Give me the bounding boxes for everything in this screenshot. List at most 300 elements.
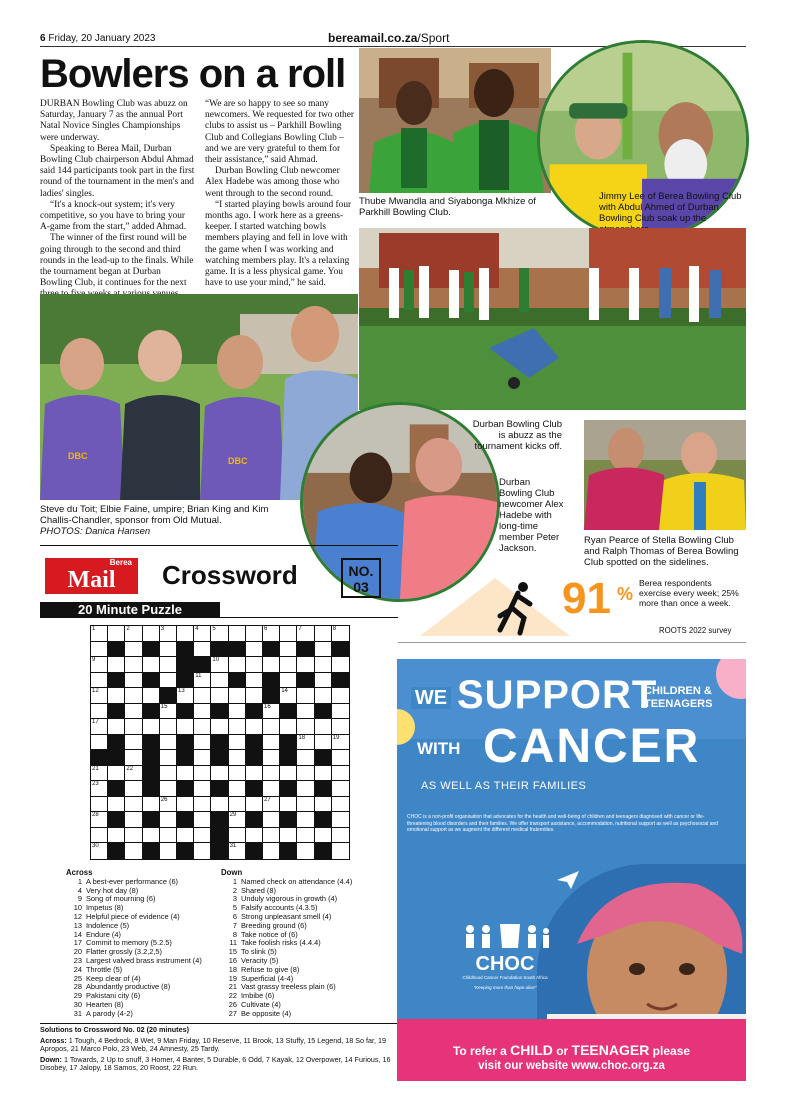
solutions-down: 1 Towards, 2 Up to snuff, 3 Homer, 4 Banter, 5 Durable, 6 Odd, 7 Kayak, 12 Overpower, 14 Furious, 16 Disobey, 17 Jalopy, 18 Samos, 20 Roost, 22 Run. xyxy=(40,1054,391,1073)
clue-num: 18 xyxy=(228,964,237,974)
crossword-cell[interactable] xyxy=(229,750,246,766)
crossword-cell[interactable] xyxy=(297,719,314,735)
clue-text: Imbibe (6) xyxy=(241,991,275,1001)
headline: Bowlers on a roll xyxy=(40,52,346,96)
shirt-logo-text: DBC xyxy=(68,451,88,461)
crossword-cell[interactable] xyxy=(211,797,228,813)
crossword-cell[interactable] xyxy=(315,735,332,751)
crossword-cell[interactable] xyxy=(297,828,314,844)
clue-number: 24 xyxy=(178,781,185,788)
crossword-cell[interactable] xyxy=(160,642,177,658)
solutions-down-label: Down: xyxy=(40,1054,62,1064)
crossword-cell[interactable] xyxy=(91,828,108,844)
crossword-cell[interactable] xyxy=(297,797,314,813)
clue-text: Hearten (8) xyxy=(86,999,124,1009)
crossword-cell[interactable] xyxy=(194,626,211,642)
crossword-cell[interactable] xyxy=(332,735,349,751)
clue-num: 11 xyxy=(229,938,237,948)
crossword-cell[interactable] xyxy=(91,673,108,689)
crossword-cell[interactable] xyxy=(332,688,349,704)
crossword-cell[interactable] xyxy=(297,843,314,859)
crossword-block xyxy=(280,750,297,766)
clues-down xyxy=(221,869,396,1019)
crossword-cell[interactable] xyxy=(91,719,108,735)
crossword-cell[interactable] xyxy=(315,688,332,704)
crossword-cell[interactable] xyxy=(125,657,142,673)
crossword-cell[interactable] xyxy=(246,657,263,673)
crossword-block xyxy=(143,735,160,751)
clue-number: 29 xyxy=(229,812,237,819)
crossword-cell[interactable] xyxy=(125,719,142,735)
crossword-block xyxy=(177,673,194,689)
crossword-block xyxy=(246,750,263,766)
crossword-cell[interactable] xyxy=(246,797,263,813)
crossword-block xyxy=(177,812,194,828)
crossword-cell[interactable] xyxy=(177,766,194,782)
crossword-block xyxy=(246,812,263,828)
crossword-block xyxy=(315,781,332,797)
crossword-cell[interactable] xyxy=(263,843,280,859)
crossword-block xyxy=(297,642,314,658)
clue-number: 18 xyxy=(298,734,306,741)
crossword-grid[interactable] xyxy=(90,625,350,860)
crossword-block xyxy=(177,657,194,673)
crossword-cell[interactable] xyxy=(315,642,332,658)
clue-number: 10 xyxy=(212,657,220,664)
crossword-cell[interactable] xyxy=(246,673,263,689)
crossword-block xyxy=(143,766,160,782)
crossword-block xyxy=(177,735,194,751)
crossword-cell[interactable] xyxy=(332,797,349,813)
choc-advert[interactable] xyxy=(397,659,746,1081)
clue-text: A parody (4-2) xyxy=(86,1008,133,1018)
clue-text: Commit to memory (5.2.5) xyxy=(86,938,172,948)
crossword-block xyxy=(280,812,297,828)
clue-number: 2 xyxy=(126,626,130,632)
clue-num: 25 xyxy=(73,973,82,983)
across-heading: Across xyxy=(66,868,93,877)
crossword-block xyxy=(332,673,349,689)
crossword-cell[interactable] xyxy=(125,781,142,797)
crossword-cell[interactable] xyxy=(229,657,246,673)
crossword-block xyxy=(143,673,160,689)
crossword-cell[interactable] xyxy=(315,673,332,689)
crossword-cell[interactable] xyxy=(263,719,280,735)
clue-num: 23 xyxy=(73,955,82,965)
crossword-block xyxy=(177,843,194,859)
crossword-cell[interactable] xyxy=(143,797,160,813)
clue-num: 15 xyxy=(228,947,237,957)
clue-text: Take notice of (6) xyxy=(241,929,298,939)
crossword-cell[interactable] xyxy=(297,766,314,782)
crossword-cell[interactable] xyxy=(211,766,228,782)
crossword-block xyxy=(263,673,280,689)
clue-text: Cultivate (4) xyxy=(241,999,281,1009)
crossword-cell[interactable] xyxy=(263,750,280,766)
crossword-cell[interactable] xyxy=(229,843,246,859)
crossword-cell[interactable] xyxy=(91,766,108,782)
crossword-cell[interactable] xyxy=(125,626,142,642)
crossword-cell[interactable] xyxy=(125,843,142,859)
shirt-logo-text: DBC xyxy=(228,456,248,466)
crossword-cell[interactable] xyxy=(160,704,177,720)
clue-text: Veracity (5) xyxy=(241,955,279,965)
crossword-cell[interactable] xyxy=(315,626,332,642)
crossword-cell[interactable] xyxy=(194,843,211,859)
crossword-block xyxy=(315,704,332,720)
crossword-cell[interactable] xyxy=(246,828,263,844)
caption-steve xyxy=(40,504,300,537)
clue-number: 23 xyxy=(92,781,99,788)
crossword-cell[interactable] xyxy=(315,797,332,813)
crossword-cell[interactable] xyxy=(263,766,280,782)
clue-text: Vast grassy treeless plain (6) xyxy=(241,982,336,992)
crossword-cell[interactable] xyxy=(194,766,211,782)
crossword-block xyxy=(143,750,160,766)
stat-percent-sign: % xyxy=(617,584,634,604)
crossword-block xyxy=(108,704,125,720)
crossword-cell[interactable] xyxy=(280,673,297,689)
stat-box xyxy=(400,570,746,640)
crossword-cell[interactable] xyxy=(177,626,194,642)
clue-num: 3 xyxy=(232,894,237,904)
crossword-cell[interactable] xyxy=(280,719,297,735)
paragraph: DURBAN Bowling Club was abuzz on Saturday, January 7 as the annual Port Natal Novice Singles Championships were underway. xyxy=(40,99,188,143)
paragraph: Durban Bowling Club newcomer Alex Hadebe was among those who went through to the second round. xyxy=(205,166,340,199)
crossword-cell[interactable] xyxy=(211,688,228,704)
clue-text: Unduly vigorous in growth (4) xyxy=(241,894,338,904)
page-folio xyxy=(40,33,155,44)
crossword-block xyxy=(177,642,194,658)
crossword-cell[interactable] xyxy=(297,781,314,797)
crossword-cell[interactable] xyxy=(108,688,125,704)
crossword-block xyxy=(246,843,263,859)
crossword-cell[interactable] xyxy=(332,657,349,673)
crossword-cell[interactable] xyxy=(332,812,349,828)
ad-support: SUPPORT xyxy=(457,673,658,717)
crossword-cell[interactable] xyxy=(315,766,332,782)
clue-text: Impetus (8) xyxy=(86,903,124,913)
paragraph: “I started playing bowls around four months ago. I work here as a greens-keeper. I started watching bowls members playing and fell in love with the game when I was working and watching members play. It's a relaxing game. It is a less physical game. You have to use your mind,” he said. xyxy=(205,199,352,289)
crossword-cell[interactable] xyxy=(160,797,177,813)
crossword-title: Crossword xyxy=(162,560,298,590)
clue-number: 9 xyxy=(92,657,96,664)
article-column-1 xyxy=(40,99,195,301)
crossword-cell[interactable] xyxy=(246,766,263,782)
crossword-cell[interactable] xyxy=(108,797,125,813)
crossword-block xyxy=(143,843,160,859)
crossword-cell[interactable] xyxy=(229,797,246,813)
crossword-cell[interactable] xyxy=(229,766,246,782)
crossword-cell[interactable] xyxy=(229,719,246,735)
crossword-block xyxy=(143,704,160,720)
clue-number: 14 xyxy=(281,688,288,695)
clue-text: Falsify accounts (4.3.5) xyxy=(241,903,318,913)
crossword-cell[interactable] xyxy=(297,704,314,720)
runner-icon xyxy=(420,578,570,636)
crossword-cell[interactable] xyxy=(125,766,142,782)
clue-text: Flatter grossly (3.2,2,5) xyxy=(86,947,162,957)
crossword-cell[interactable] xyxy=(143,626,160,642)
crossword-block xyxy=(211,828,228,844)
logo-small: Berea xyxy=(109,558,132,567)
clue-number: 27 xyxy=(264,796,271,803)
crossword-cell[interactable] xyxy=(194,797,211,813)
crossword-cell[interactable] xyxy=(297,750,314,766)
crossword-cell[interactable] xyxy=(177,719,194,735)
berea-mail-logo xyxy=(45,558,138,594)
crossword-block xyxy=(315,750,332,766)
crossword-block xyxy=(108,781,125,797)
crossword-cell[interactable] xyxy=(160,626,177,642)
solutions-title: Solutions to Crossword No. 02 (20 minutes) xyxy=(40,1025,189,1034)
crossword-cell[interactable] xyxy=(297,626,314,642)
crossword-cell[interactable] xyxy=(194,642,211,658)
crossword-cell[interactable] xyxy=(211,719,228,735)
crossword-cell[interactable] xyxy=(160,766,177,782)
crossword-cell[interactable] xyxy=(160,812,177,828)
ad-visit-link[interactable]: visit our website www.choc.org.za xyxy=(478,1060,665,1072)
paragraph: Speaking to Berea Mail, Durban Bowling Club chairperson Abdul Ahmad said 144 participants took part in the first round of the tournament in the men's and ladies' singles. xyxy=(40,143,195,199)
crossword-cell[interactable] xyxy=(315,657,332,673)
crossword-cell[interactable] xyxy=(177,828,194,844)
crossword-cell[interactable] xyxy=(280,797,297,813)
stat-source: ROOTS 2022 survey xyxy=(659,626,732,635)
crossword-block xyxy=(91,750,108,766)
crossword-cell[interactable] xyxy=(125,642,142,658)
crossword-cell[interactable] xyxy=(315,828,332,844)
crossword-cell[interactable] xyxy=(108,766,125,782)
crossword-no-value: 03 xyxy=(353,579,369,595)
crossword-cell[interactable] xyxy=(194,735,211,751)
stat-rule xyxy=(398,642,746,643)
photo-ryan-ralph xyxy=(584,420,746,530)
crossword-cell[interactable] xyxy=(125,828,142,844)
clue-num: 24 xyxy=(73,964,82,974)
crossword-cell[interactable] xyxy=(143,688,160,704)
crossword-cell[interactable] xyxy=(194,688,211,704)
section-name: /Sport xyxy=(417,31,450,45)
crossword-cell[interactable] xyxy=(280,688,297,704)
crossword-block xyxy=(177,781,194,797)
crossword-cell[interactable] xyxy=(194,673,211,689)
crossword-cell[interactable] xyxy=(194,750,211,766)
crossword-block xyxy=(108,843,125,859)
crossword-cell[interactable] xyxy=(332,843,349,859)
crossword-cell[interactable] xyxy=(91,812,108,828)
crossword-cell[interactable] xyxy=(280,642,297,658)
crossword-cell[interactable] xyxy=(177,688,194,704)
refer-post: please xyxy=(649,1044,691,1058)
crossword-cell[interactable] xyxy=(297,657,314,673)
crossword-cell[interactable] xyxy=(263,781,280,797)
crossword-subtitle: 20 Minute Puzzle xyxy=(40,602,220,618)
crossword-cell[interactable] xyxy=(160,719,177,735)
crossword-cell[interactable] xyxy=(125,704,142,720)
crossword-block xyxy=(143,812,160,828)
clue-text: Helpful piece of evidence (4) xyxy=(86,911,180,921)
clue-num: 2 xyxy=(232,885,237,895)
crossword-cell[interactable] xyxy=(91,735,108,751)
crossword-cell[interactable] xyxy=(332,719,349,735)
ad-we: WE xyxy=(411,687,451,709)
crossword-block xyxy=(229,673,246,689)
crossword-cell[interactable] xyxy=(211,657,228,673)
clue-num: 30 xyxy=(73,999,82,1009)
crossword-cell[interactable] xyxy=(263,812,280,828)
crossword-cell[interactable] xyxy=(91,781,108,797)
clue-num: 9 xyxy=(77,894,82,904)
clues-across xyxy=(66,869,216,1019)
crossword-cell[interactable] xyxy=(315,719,332,735)
clue-text: Keep clear of (4) xyxy=(86,973,141,983)
crossword-cell[interactable] xyxy=(263,657,280,673)
crossword-cell[interactable] xyxy=(91,704,108,720)
solutions-across-label: Across: xyxy=(40,1035,67,1045)
crossword-cell[interactable] xyxy=(143,657,160,673)
crossword-cell[interactable] xyxy=(177,797,194,813)
crossword-block xyxy=(160,688,177,704)
clue-num: 4 xyxy=(77,885,82,895)
crossword-cell[interactable] xyxy=(246,626,263,642)
crossword-cell[interactable] xyxy=(229,781,246,797)
clue-number: 7 xyxy=(298,626,302,632)
crossword-cell[interactable] xyxy=(263,797,280,813)
refer-or: or xyxy=(552,1044,572,1058)
crossword-block xyxy=(143,642,160,658)
crossword-block xyxy=(211,642,228,658)
crossword-cell[interactable] xyxy=(160,843,177,859)
crossword-cell[interactable] xyxy=(125,688,142,704)
ad-teenagers: TEENAGERS xyxy=(644,698,713,710)
crossword-cell[interactable] xyxy=(332,626,349,642)
crossword-cell[interactable] xyxy=(108,626,125,642)
crossword-cell[interactable] xyxy=(246,642,263,658)
clue-num: 1 xyxy=(232,876,237,886)
crossword-cell[interactable] xyxy=(160,673,177,689)
clue-num: 1 xyxy=(77,876,82,886)
crossword-cell[interactable] xyxy=(229,626,246,642)
crossword-cell[interactable] xyxy=(91,657,108,673)
crossword-cell[interactable] xyxy=(263,626,280,642)
crossword-cell[interactable] xyxy=(91,688,108,704)
issue-date: Friday, 20 January 2023 xyxy=(48,33,156,44)
crossword-cell[interactable] xyxy=(332,781,349,797)
site-name[interactable]: bereamail.co.za xyxy=(328,31,418,45)
crossword-cell[interactable] xyxy=(125,797,142,813)
crossword-cell[interactable] xyxy=(297,735,314,751)
caption-thube: Thube Mwandla and Siyabonga Mkhize of Parkhill Bowling Club. xyxy=(359,196,536,218)
crossword-cell[interactable] xyxy=(108,828,125,844)
crossword-cell[interactable] xyxy=(332,750,349,766)
crossword-cell[interactable] xyxy=(125,812,142,828)
clue-text: Song of mourning (6) xyxy=(86,894,156,904)
photos-credit: PHOTOS: Danica Hansen xyxy=(40,526,151,537)
crossword-cell[interactable] xyxy=(91,642,108,658)
clue-number: 28 xyxy=(92,812,99,819)
caption-alex: Durban Bowling Club newcomer Alex Hadebe with long-time member Peter Jackson. xyxy=(499,477,564,554)
crossword-number xyxy=(341,558,381,598)
crossword-cell[interactable] xyxy=(332,766,349,782)
clue-number: 11 xyxy=(195,672,202,679)
clue-num: 16 xyxy=(228,955,237,965)
crossword-cell[interactable] xyxy=(160,828,177,844)
crossword-cell[interactable] xyxy=(160,781,177,797)
crossword-cell[interactable] xyxy=(194,719,211,735)
crossword-cell[interactable] xyxy=(297,812,314,828)
crossword-cell[interactable] xyxy=(125,673,142,689)
crossword-block xyxy=(177,704,194,720)
crossword-block xyxy=(246,735,263,751)
clue-number: 21 xyxy=(92,765,99,772)
crossword-cell[interactable] xyxy=(263,735,280,751)
crossword-cell[interactable] xyxy=(125,750,142,766)
crossword-cell[interactable] xyxy=(160,657,177,673)
crossword-cell[interactable] xyxy=(229,812,246,828)
crossword-cell[interactable] xyxy=(125,735,142,751)
clue-number: 31 xyxy=(229,843,237,850)
clue-number: 26 xyxy=(160,796,168,803)
clue-text: Largest valved brass instrument (4) xyxy=(86,955,202,965)
crossword-cell[interactable] xyxy=(263,704,280,720)
crossword-block xyxy=(211,781,228,797)
crossword-cell[interactable] xyxy=(160,750,177,766)
crossword-cell[interactable] xyxy=(194,828,211,844)
crossword-cell[interactable] xyxy=(108,657,125,673)
crossword-cell[interactable] xyxy=(280,766,297,782)
crossword-cell[interactable] xyxy=(280,828,297,844)
caption-abuzz: Durban Bowling Club is abuzz as the tournament kicks off. xyxy=(472,419,562,452)
crossword-cell[interactable] xyxy=(211,673,228,689)
crossword-cell[interactable] xyxy=(194,812,211,828)
crossword-cell[interactable] xyxy=(229,828,246,844)
crossword-cell[interactable] xyxy=(229,688,246,704)
crossword-cell[interactable] xyxy=(297,688,314,704)
crossword-block xyxy=(280,781,297,797)
crossword-cell[interactable] xyxy=(143,719,160,735)
crossword-block xyxy=(211,843,228,859)
crossword-cell[interactable] xyxy=(160,735,177,751)
crossword-cell[interactable] xyxy=(246,719,263,735)
crossword-cell[interactable] xyxy=(143,828,160,844)
clue-num: 20 xyxy=(73,947,82,957)
crossword-block xyxy=(211,735,228,751)
clue-num: 8 xyxy=(232,929,237,939)
crossword-cell[interactable] xyxy=(280,626,297,642)
crossword-cell[interactable] xyxy=(91,797,108,813)
clue-num: 13 xyxy=(73,920,82,930)
crossword-cell[interactable] xyxy=(229,735,246,751)
crossword-block xyxy=(108,642,125,658)
clue-text: Indolence (5) xyxy=(86,920,130,930)
crossword-cell[interactable] xyxy=(332,828,349,844)
clue-num: 19 xyxy=(228,973,237,983)
clue-num: 10 xyxy=(73,903,82,913)
crossword-cell[interactable] xyxy=(108,719,125,735)
crossword-cell[interactable] xyxy=(194,704,211,720)
crossword-block xyxy=(211,750,228,766)
crossword-cell[interactable] xyxy=(263,828,280,844)
crossword-cell[interactable] xyxy=(332,704,349,720)
crossword-cell[interactable] xyxy=(246,688,263,704)
crossword-cell[interactable] xyxy=(280,657,297,673)
crossword-cell[interactable] xyxy=(194,781,211,797)
crossword-cell[interactable] xyxy=(91,626,108,642)
crossword-cell[interactable] xyxy=(211,626,228,642)
caption-ryan: Ryan Pearce of Stella Bowling Club and Ralph Thomas of Berea Bowling Club spotted on the sidelines. xyxy=(584,535,739,568)
crossword-cell[interactable] xyxy=(229,704,246,720)
crossword-cell[interactable] xyxy=(91,843,108,859)
